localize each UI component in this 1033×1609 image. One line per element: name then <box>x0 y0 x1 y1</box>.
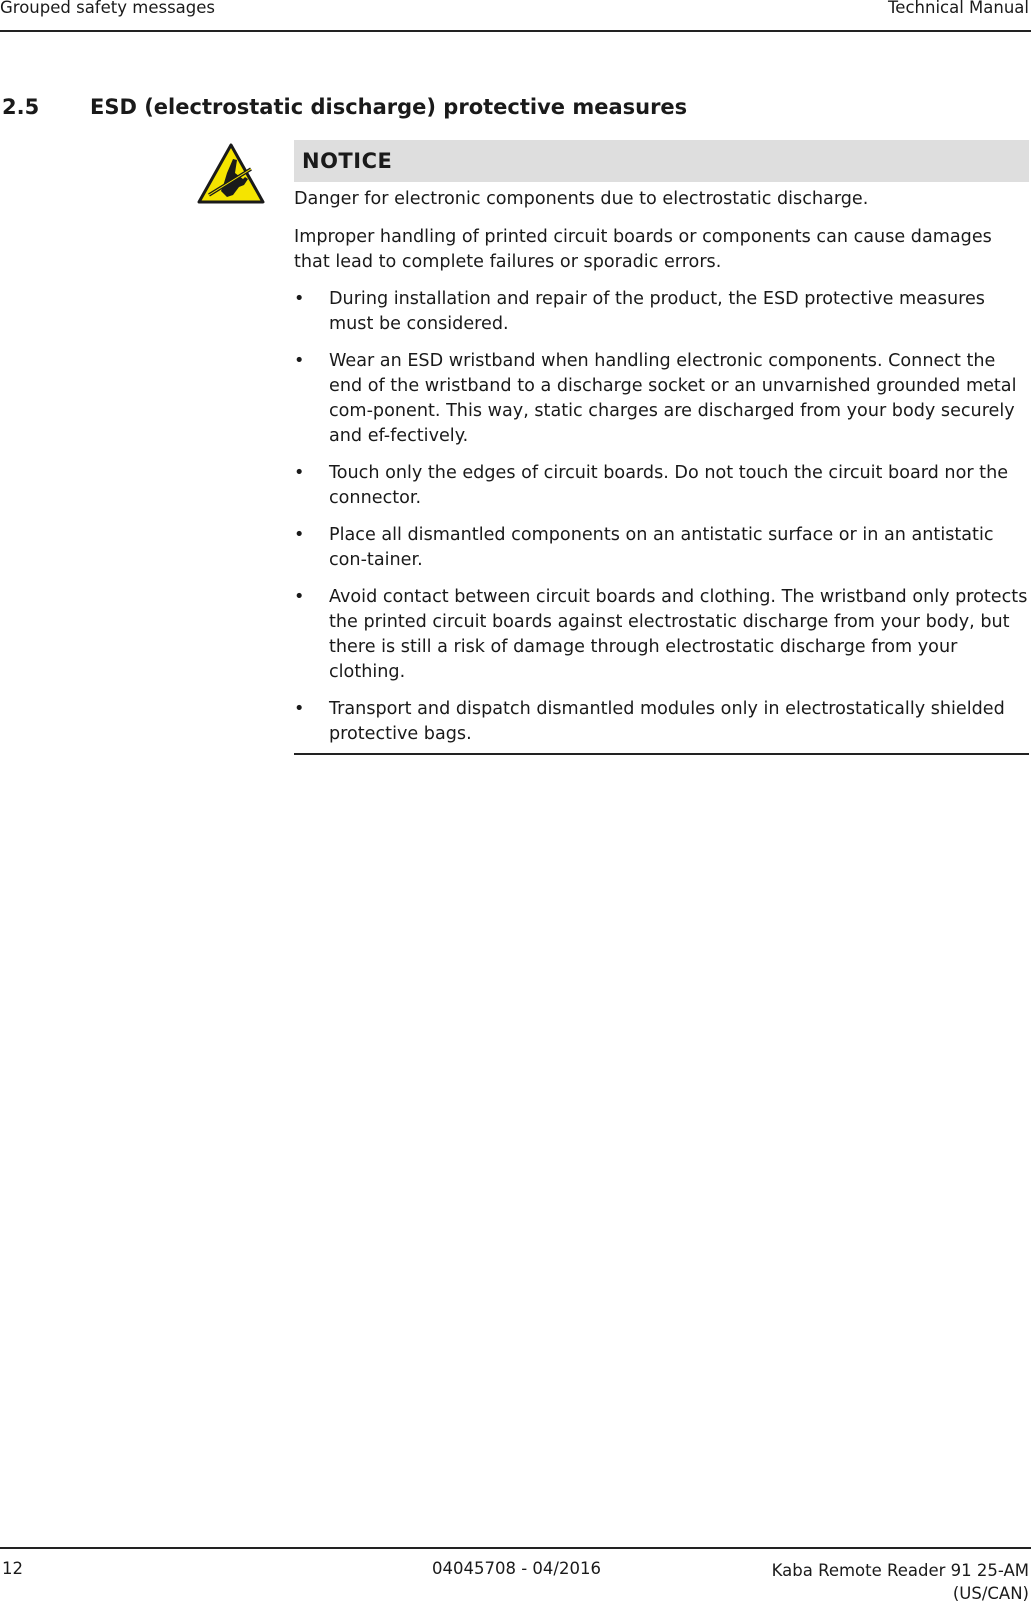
list-item-text: Transport and dispatch dismantled modules only in electrostatically shielded protective bags. <box>329 699 1005 744</box>
page-footer <box>0 1547 1031 1603</box>
bullet-icon: • <box>294 289 305 309</box>
page-number: 12 <box>2 1559 23 1578</box>
bullet-icon: • <box>294 463 305 483</box>
notice-measures-list <box>294 287 1029 747</box>
page-header <box>0 0 1031 32</box>
list-item <box>294 287 1029 337</box>
header-manual-type: Technical Manual <box>888 0 1029 17</box>
notice-heading: NOTICE <box>294 140 1029 182</box>
esd-warning-icon <box>197 143 265 204</box>
list-item <box>294 523 1029 573</box>
notice-danger-text: Danger for electronic components due to electrostatic discharge. <box>294 189 869 209</box>
list-item <box>294 585 1029 685</box>
list-item <box>294 349 1029 449</box>
list-item-text: Wear an ESD wristband when handling electronic components. Connect the end of the wristband to a discharge socket or an unvarnished grounded metal com-ponent. This way, static charges are discharged from your body securely and ef-fectively. <box>329 351 1017 446</box>
list-item <box>294 461 1029 511</box>
document-number: 04045708 - 04/2016 <box>432 1559 601 1578</box>
list-item-text: Avoid contact between circuit boards and clothing. The wristband only protects the printed circuit boards against electrostatic discharge from your body, but there is still a risk of damage through electrostatic discharge from your clothing. <box>329 587 1028 682</box>
list-item <box>294 697 1029 747</box>
bullet-icon: • <box>294 699 305 719</box>
notice-description: Improper handling of printed circuit boards or components can cause damages that lead to complete failures or sporadic errors. <box>294 227 992 272</box>
list-item-text: Place all dismantled components on an antistatic surface or in an antistatic con-tainer. <box>329 525 994 570</box>
bullet-icon: • <box>294 587 305 607</box>
section-number: 2.5 <box>2 95 40 119</box>
list-item-text: During installation and repair of the product, the ESD protective measures must be considered. <box>329 289 985 334</box>
section-heading <box>2 95 687 119</box>
header-chapter-title: Grouped safety messages <box>0 0 215 17</box>
bullet-icon: • <box>294 351 305 371</box>
product-name: Kaba Remote Reader 91 25-AM (US/CAN) <box>771 1561 1029 1603</box>
notice-box <box>294 140 1029 755</box>
bullet-icon: • <box>294 525 305 545</box>
section-title: ESD (electrostatic discharge) protective measures <box>90 95 688 119</box>
list-item-text: Touch only the edges of circuit boards. Do not touch the circuit board nor the connector. <box>329 463 1009 508</box>
